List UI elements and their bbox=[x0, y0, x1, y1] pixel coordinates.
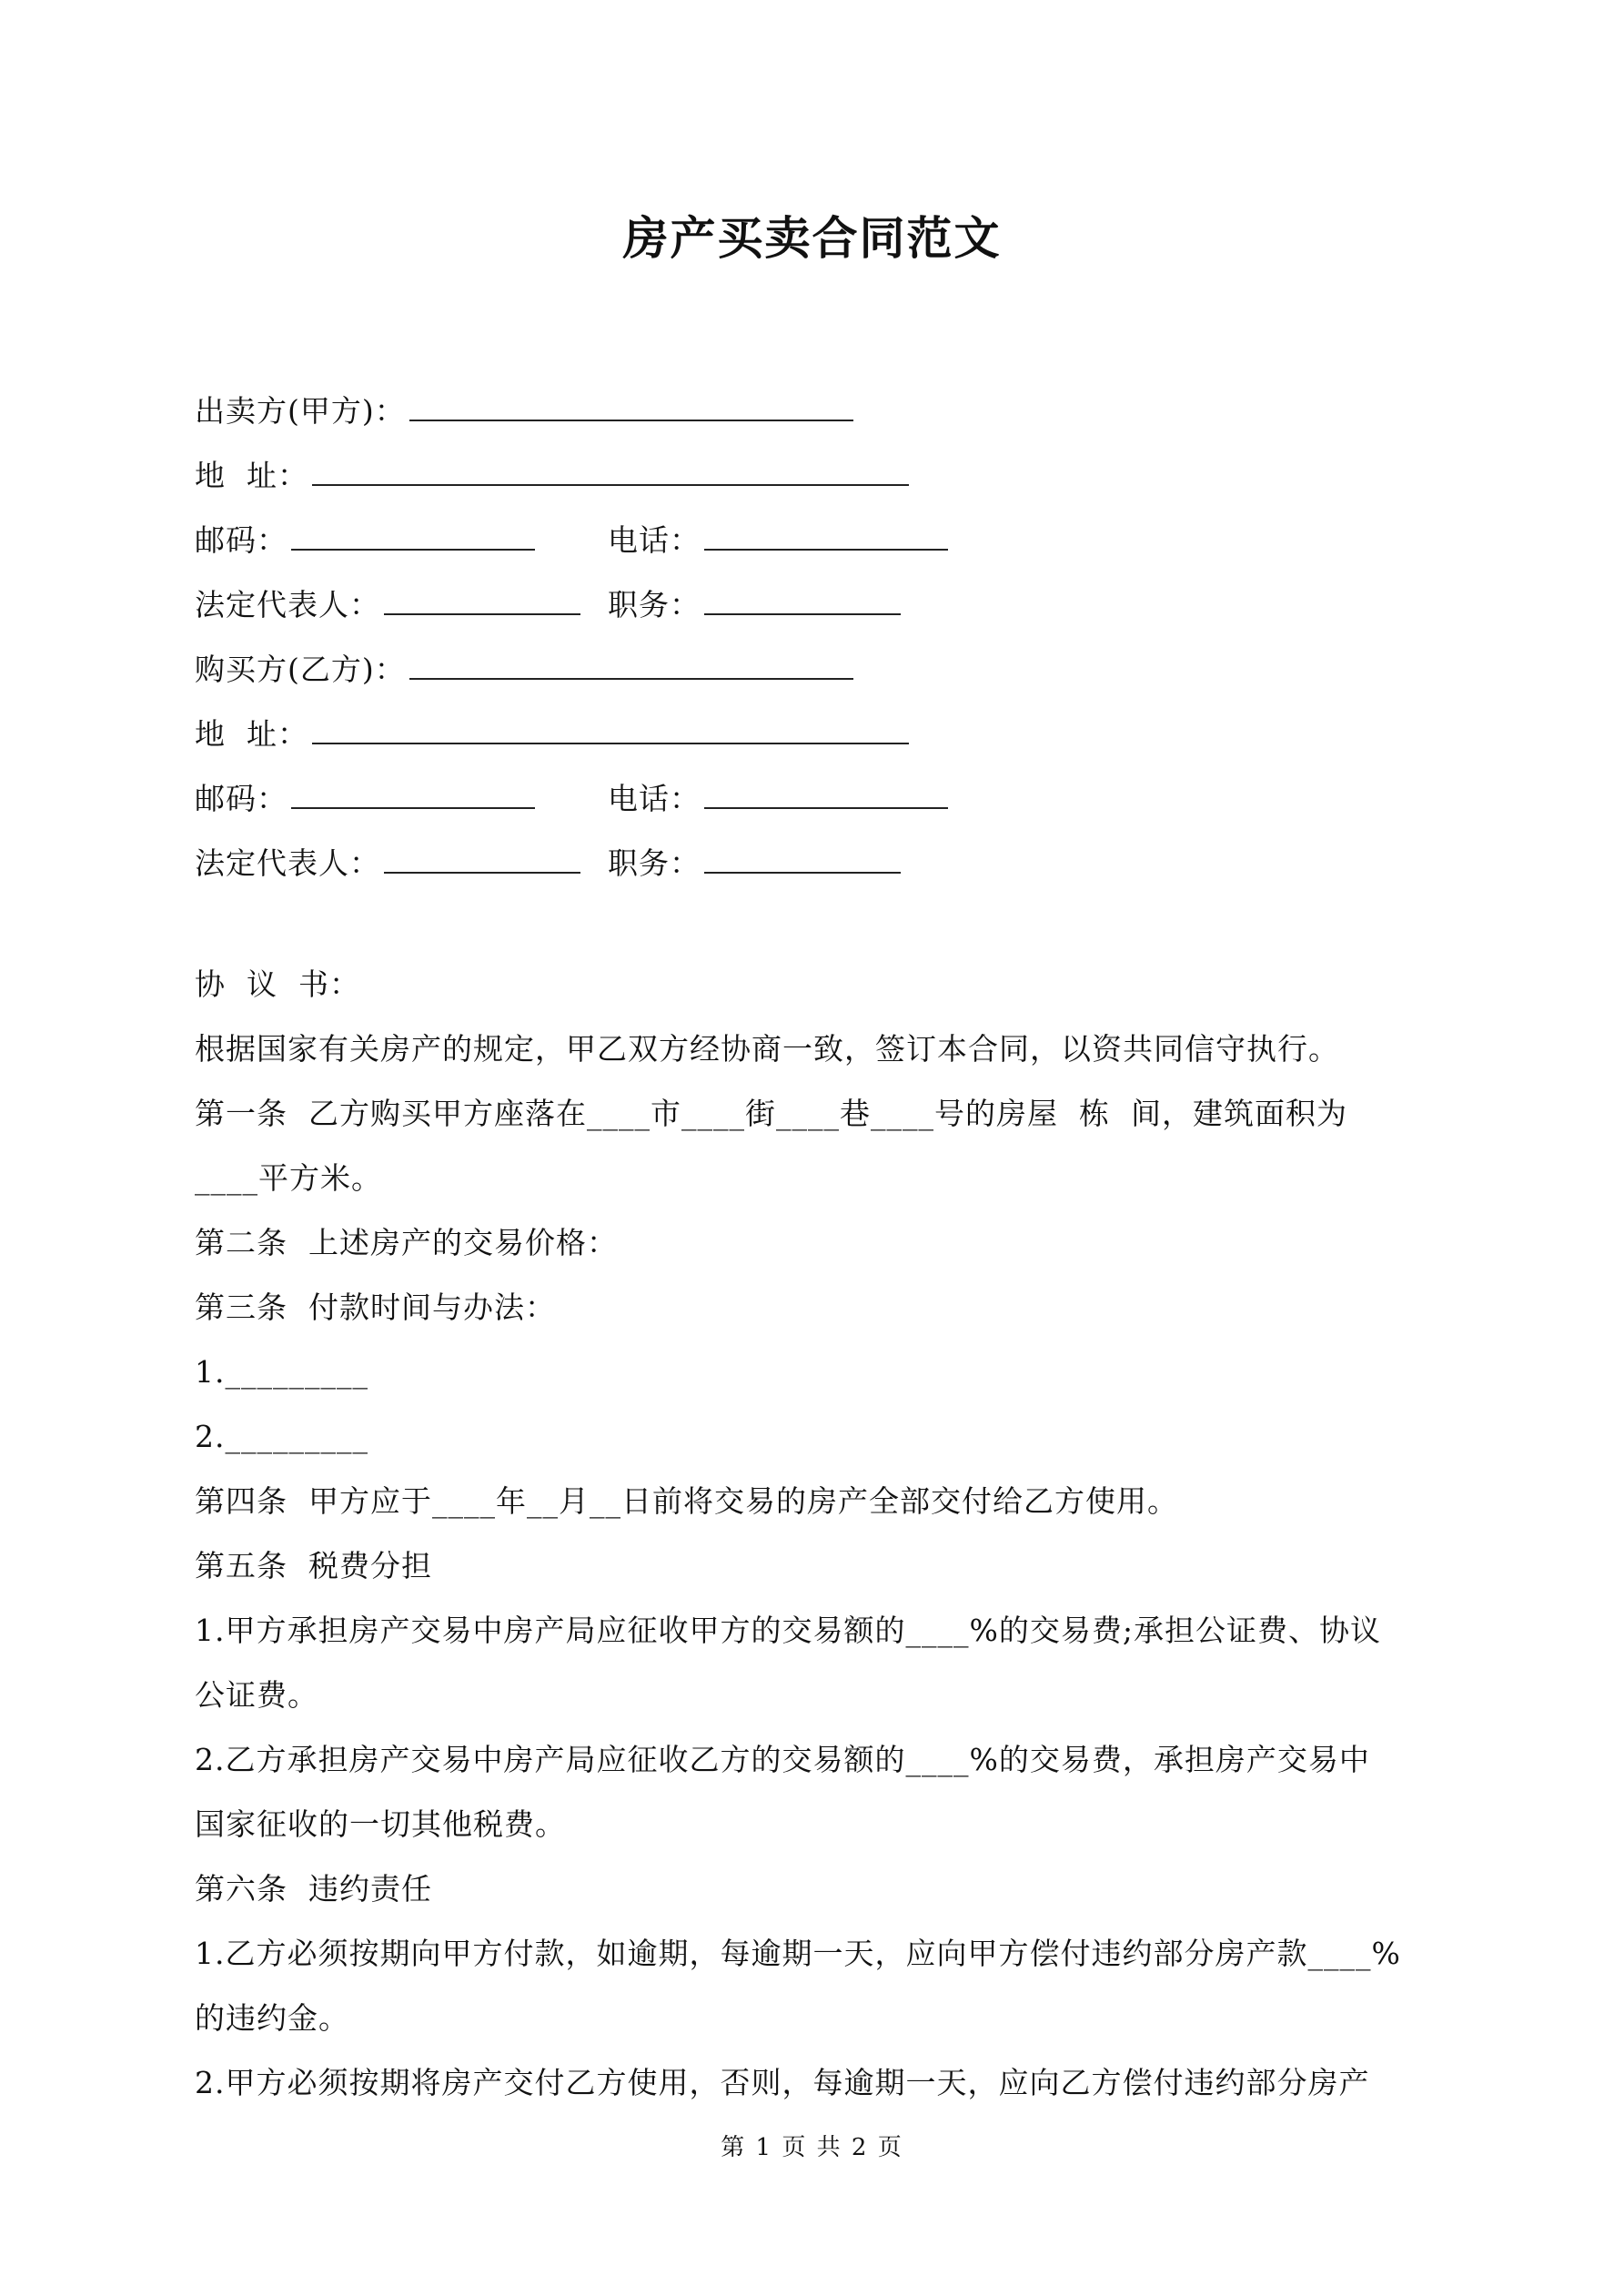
article-1-line-1: 第一条 乙方购买甲方座落在____市____街____巷____号的房屋 栋 间，建筑面积为 bbox=[195, 1096, 1347, 1131]
seller-zip-blank bbox=[291, 516, 535, 551]
seller-address-line bbox=[195, 451, 909, 499]
article-6: 第六条 违约责任 bbox=[195, 1871, 432, 1907]
buyer-address-label: 地 址： bbox=[195, 716, 308, 752]
agreement-intro: 根据国家有关房产的规定，甲乙双方经协商一致，签订本合同，以资共同信守执行。 bbox=[195, 1031, 1339, 1067]
buyer-party-label: 购买方(乙方)： bbox=[195, 652, 406, 687]
page-title: 房产买卖合同范文 bbox=[622, 211, 1002, 265]
seller-address-blank bbox=[312, 451, 909, 486]
buyer-zip-label: 邮码： bbox=[195, 781, 287, 816]
article-3: 第三条 付款时间与办法： bbox=[195, 1290, 556, 1325]
page-footer: 第 1 页 共 2 页 bbox=[721, 2134, 903, 2161]
seller-duty-blank bbox=[704, 581, 901, 615]
agreement-heading: 协 议 书： bbox=[195, 966, 360, 1002]
buyer-party-blank bbox=[409, 645, 853, 680]
seller-phone-label: 电话： bbox=[608, 522, 701, 558]
article-5-item-1-line-1: 1.甲方承担房产交易中房产局应征收甲方的交易额的____%的交易费;承担公证费、协议 bbox=[195, 1613, 1381, 1648]
seller-rep-label: 法定代表人： bbox=[195, 587, 380, 622]
buyer-rep-line bbox=[195, 839, 580, 886]
article-5: 第五条 税费分担 bbox=[195, 1548, 432, 1583]
seller-party-line bbox=[195, 387, 853, 434]
seller-rep-line bbox=[195, 581, 580, 628]
buyer-address-blank bbox=[312, 710, 909, 744]
buyer-phone-blank bbox=[704, 774, 948, 809]
article-6-item-1-line-1: 1.乙方必须按期向甲方付款，如逾期，每逾期一天，应向甲方偿付违约部分房产款____% bbox=[195, 1936, 1401, 1971]
article-4: 第四条 甲方应于____年__月__日前将交易的房产全部交付给乙方使用。 bbox=[195, 1483, 1178, 1519]
article-2: 第二条 上述房产的交易价格： bbox=[195, 1225, 618, 1260]
buyer-rep-label: 法定代表人： bbox=[195, 845, 380, 881]
buyer-zip-line bbox=[195, 774, 535, 822]
article-6-item-1-line-2: 的违约金。 bbox=[195, 2000, 349, 2036]
article-5-item-2-line-2: 国家征收的一切其他税费。 bbox=[195, 1806, 566, 1842]
seller-zip-label: 邮码： bbox=[195, 522, 287, 558]
seller-rep-blank bbox=[384, 581, 580, 615]
article-5-item-1-line-2: 公证费。 bbox=[195, 1677, 318, 1713]
buyer-address-line bbox=[195, 710, 909, 757]
article-1-line-2: ____平方米。 bbox=[195, 1160, 382, 1196]
buyer-phone-label: 电话： bbox=[608, 781, 701, 816]
buyer-duty-label: 职务： bbox=[608, 845, 701, 881]
buyer-zip-blank bbox=[291, 774, 535, 809]
article-3-item-1: 1._________ bbox=[195, 1354, 368, 1390]
article-5-item-2-line-1: 2.乙方承担房产交易中房产局应征收乙方的交易额的____%的交易费，承担房产交易中 bbox=[195, 1742, 1370, 1777]
buyer-phone-line bbox=[608, 774, 948, 822]
buyer-party-line bbox=[195, 645, 853, 693]
seller-address-label: 地 址： bbox=[195, 458, 308, 493]
seller-zip-line bbox=[195, 516, 535, 563]
article-3-item-2: 2._________ bbox=[195, 1419, 368, 1454]
buyer-duty-line bbox=[608, 839, 901, 886]
buyer-duty-blank bbox=[704, 839, 901, 874]
seller-party-label: 出卖方(甲方)： bbox=[195, 393, 406, 429]
seller-phone-line bbox=[608, 516, 948, 563]
seller-party-blank bbox=[409, 387, 853, 421]
article-6-item-2-line-1: 2.甲方必须按期将房产交付乙方使用，否则，每逾期一天，应向乙方偿付违约部分房产 bbox=[195, 2065, 1370, 2100]
seller-duty-line bbox=[608, 581, 901, 628]
seller-phone-blank bbox=[704, 516, 948, 551]
buyer-rep-blank bbox=[384, 839, 580, 874]
seller-duty-label: 职务： bbox=[608, 587, 701, 622]
